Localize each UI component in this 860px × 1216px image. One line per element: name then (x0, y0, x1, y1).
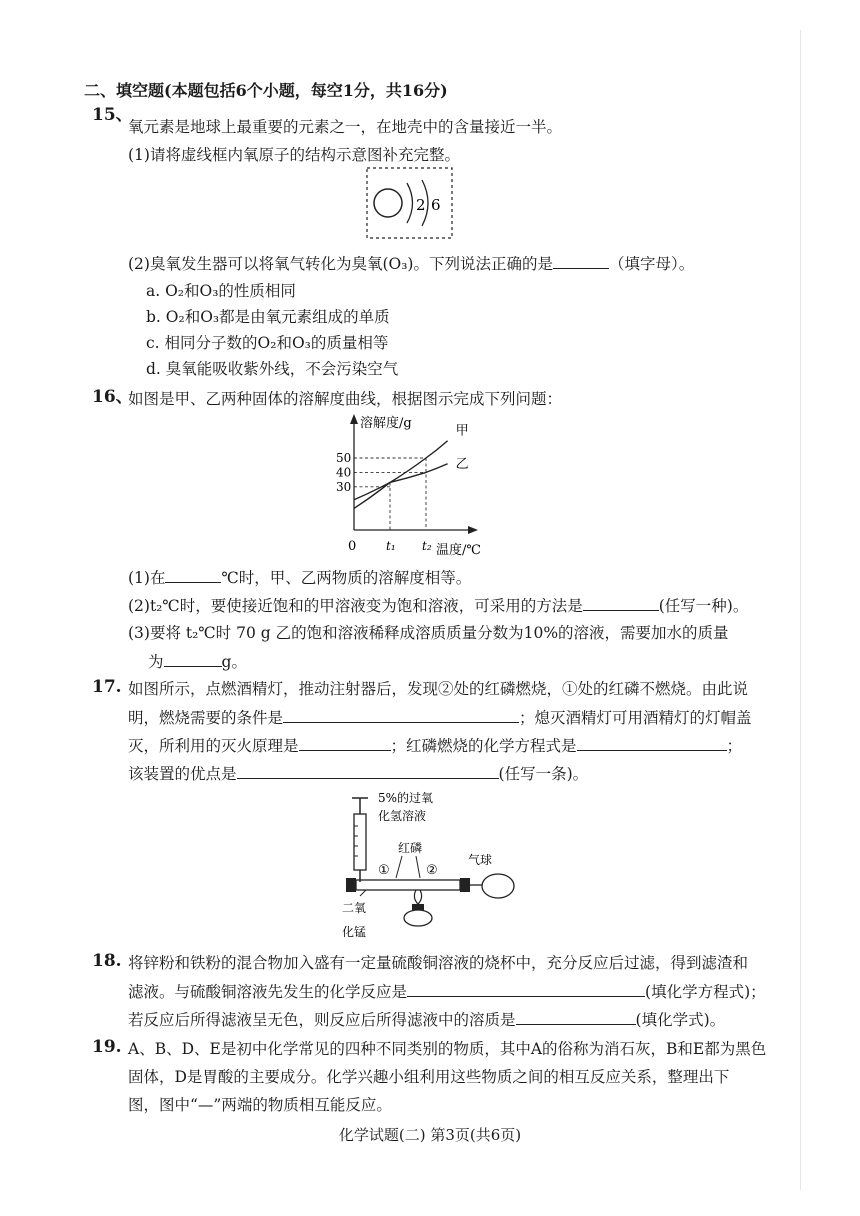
oxygen-atom-diagram (364, 164, 456, 242)
section-header (84, 80, 448, 102)
q15-option-d: d. 臭氧能吸收紫外线，不会污染空气 (146, 360, 399, 378)
q17-line1: 如图所示，点燃酒精灯，推动注射器后，发现②处的红磷燃烧，①处的红磷不燃烧。由此说 (128, 680, 749, 698)
series-label-2: 乙 (455, 456, 469, 472)
q17-line3-mid: ；红磷燃烧的化学方程式是 (390, 737, 577, 755)
x-tick-label: t₁ (386, 539, 396, 553)
series-line-1 (354, 441, 448, 509)
q15-option-c: c. 相同分子数的O₂和O₃的质量相等 (146, 334, 389, 352)
phosphorus-label: 红磷 (398, 841, 423, 855)
chart-guides (354, 458, 426, 530)
q19-number: 19. (92, 1037, 122, 1057)
y-tick-label: 40 (336, 465, 352, 480)
shell-2-count: 6 (431, 196, 441, 214)
q17-blank-3[interactable] (577, 734, 727, 751)
mno2-label-line1: 二氧 (342, 901, 367, 915)
q18-line3-tail: (填化学式)。 (635, 1011, 726, 1029)
page-footer: 化学试题(二) 第3页(共6页) (338, 1126, 522, 1144)
q18-line1: 将锌粉和铁粉的混合物加入盛有一定量硫酸铜溶液的烧杯中，充分反应后过滤，得到滤渣和 (128, 954, 749, 972)
q15-part2 (128, 252, 694, 275)
q18-blank-1[interactable] (407, 980, 645, 997)
q16-stem: 如图是甲、乙两种固体的溶解度曲线，根据图示完成下列问题： (128, 390, 563, 408)
q16-part1 (128, 566, 471, 589)
q17-line2-text: 明，燃烧需要的条件是 (128, 709, 284, 727)
section-number: 二、 (84, 81, 117, 100)
q17-blank-1[interactable] (283, 706, 519, 723)
q16-part3: (3)要将 t₂℃时 70 g 乙的饱和溶液稀释成溶质质量分数为10%的溶液，需要加水的质量 (128, 624, 729, 642)
page-edge-line (800, 30, 801, 1190)
y-tick-label: 30 (336, 479, 352, 494)
q17-line4-tail: (任写一条)。 (498, 765, 589, 783)
balloon (482, 874, 514, 898)
q16-part1-tail: ℃时，甲、乙两物质的溶解度相等。 (221, 569, 472, 587)
q17-line4-text: 该装置的优点是 (128, 765, 237, 783)
q16-part2 (128, 594, 748, 617)
q15-part2-text: (2)臭氧发生器可以将氧气转化为臭氧(O₃)。下列说法正确的是 (128, 255, 553, 273)
section-title: 填空题(本题包括6个小题，每空1分，共16分) (116, 81, 448, 100)
series-line-2 (354, 464, 448, 500)
q15-part2-hint: （填字母）。 (608, 255, 695, 273)
combustion-apparatus-figure (336, 786, 526, 946)
y-axis-arrow (350, 414, 358, 424)
syringe-label-line2: 化氢溶液 (378, 809, 427, 823)
q18-line2-tail: (填化学方程式)； (645, 983, 766, 1001)
x-tick-label: t₂ (422, 539, 432, 553)
q17-line2 (128, 706, 752, 729)
q19-line2: 固体，D是胃酸的主要成分。化学兴趣小组利用这些物质之间的相互反应关系，整理出下 (128, 1068, 730, 1086)
y-tick-label: 50 (336, 451, 352, 465)
q16-blank-2[interactable] (583, 594, 659, 611)
q18-blank-2[interactable] (516, 1008, 636, 1025)
q16-blank-3[interactable] (164, 650, 222, 667)
chart-series (354, 424, 469, 509)
x-axis-label: 温度/℃ (436, 543, 481, 558)
q16-part3-unit: g。 (221, 653, 247, 671)
electron-shell-1 (407, 183, 413, 223)
q16-part2-tail: (任写一种)。 (658, 597, 749, 615)
q17-number: 17. (92, 677, 122, 697)
position-2-marker: ② (426, 863, 438, 878)
q17-blank-2[interactable] (299, 734, 391, 751)
q16-part2-text: (2)t₂℃时，要使接近饱和的甲溶液变为饱和溶液，可采用的方法是 (128, 597, 583, 615)
y-axis-label: 溶解度/g (360, 416, 412, 431)
mno2-label-line2: 化锰 (342, 925, 367, 939)
q16-part3-line2 (148, 650, 247, 673)
glass-tube (346, 878, 482, 892)
position-1-marker: ① (378, 863, 390, 878)
q18-line2-text: 滤液。与硫酸铜溶液先发生的化学反应是 (128, 983, 408, 1001)
q19-line1: A、B、D、E是初中化学常见的四种不同类别的物质，其中A的俗称为消石灰，B和E都为黑色 (128, 1040, 767, 1058)
q17-line2-tail: ；熄灭酒精灯可用酒精灯的灯帽盖 (519, 709, 752, 727)
x-axis-arrow (468, 526, 478, 534)
q15-number: 15、 (92, 105, 133, 125)
q15-part1: (1)请将虚线框内氧原子的结构示意图补充完整。 (128, 146, 460, 164)
q18-line3 (128, 1008, 725, 1031)
q18-number: 18. (92, 951, 122, 971)
solubility-chart (320, 412, 500, 562)
syringe-label-line1: 5%的过氧 (378, 791, 434, 805)
alcohol-lamp (404, 890, 432, 926)
nucleus-circle (374, 189, 402, 217)
q17-line3-tail: ； (726, 737, 743, 755)
phosphorus-pointer-1 (396, 856, 402, 878)
q15-stem: 氧元素是地球上最重要的元素之一，在地壳中的含量接近一半。 (128, 118, 563, 136)
q16-blank-1[interactable] (165, 566, 221, 583)
syringe (352, 798, 368, 882)
q18-line2 (128, 980, 766, 1003)
balloon-label: 气球 (468, 853, 493, 867)
q17-line3-text: 灭，所利用的灭火原理是 (128, 737, 299, 755)
origin-label: 0 (348, 539, 357, 554)
q17-blank-4[interactable] (237, 762, 499, 779)
mno2-pointer (360, 890, 366, 896)
q19-line3: 图，图中“—”两端的物质相互能反应。 (128, 1096, 392, 1114)
q15-option-b: b. O₂和O₃都是由氧元素组成的单质 (146, 308, 390, 326)
q15-answer-blank[interactable] (553, 252, 609, 269)
q16-part1-text: (1)在 (128, 569, 166, 587)
q15-option-a: a. O₂和O₃的性质相同 (146, 282, 296, 300)
shell-1-count: 2 (416, 196, 426, 214)
chart-ticks (336, 451, 432, 553)
phosphorus-pointer-2 (416, 856, 420, 878)
q18-line3-text: 若反应后所得滤液呈无色，则反应后所得滤液中的溶质是 (128, 1011, 516, 1029)
q16-part3-prefix: 为 (148, 653, 164, 671)
series-label-1: 甲 (455, 423, 469, 439)
q17-line3 (128, 734, 742, 757)
q16-number: 16、 (92, 387, 133, 407)
q17-line4 (128, 762, 588, 785)
